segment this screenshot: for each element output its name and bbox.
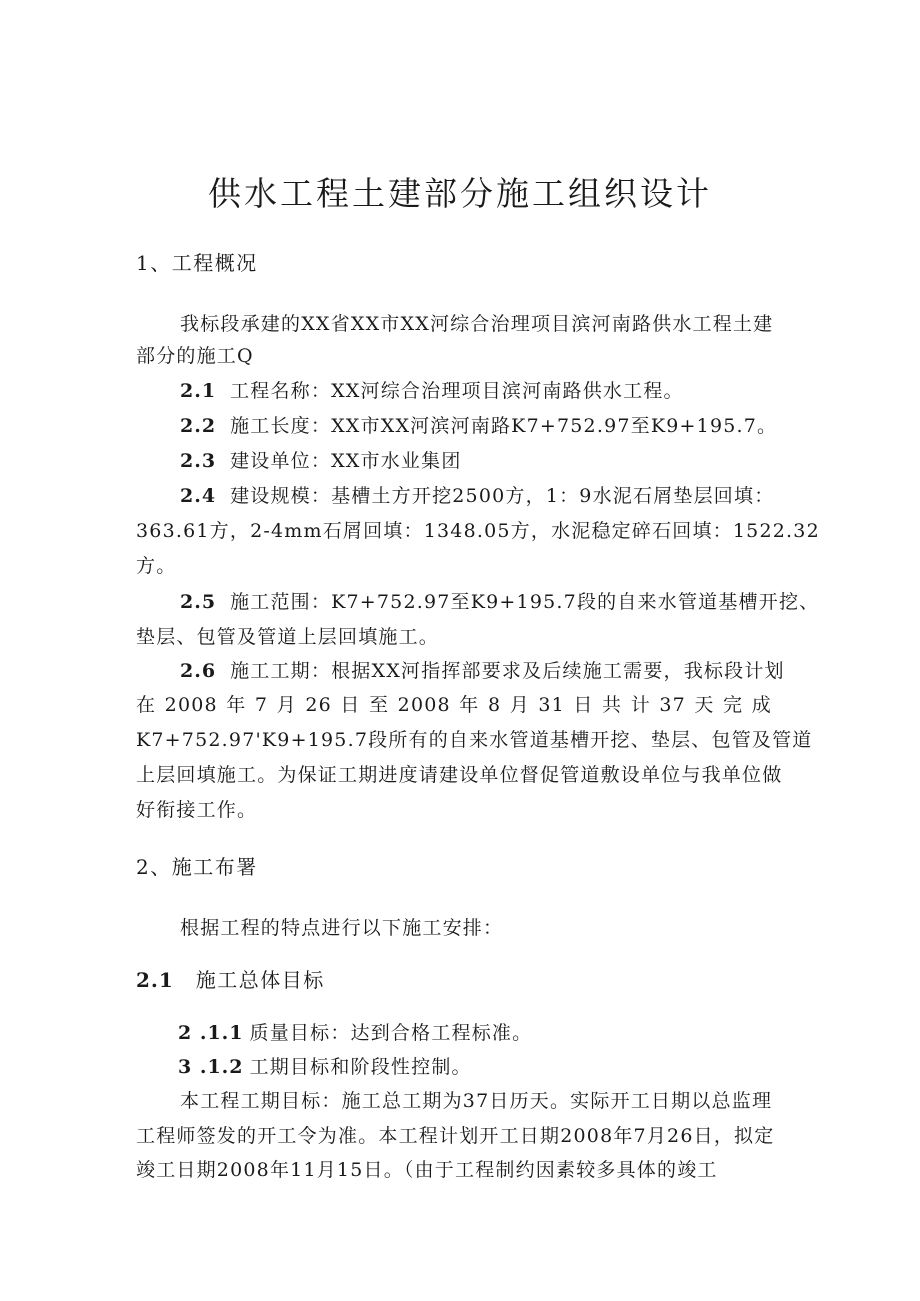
schedule-para-line-2: 工程师签发的开工令为准。本工程计划开工日期2008年7月26日，拟定 bbox=[136, 1125, 775, 1147]
schedule-token: 至 bbox=[369, 694, 390, 716]
item-text: 施工工期：根据XX河指挥部要求及后续施工需要，我标段计划 bbox=[230, 660, 785, 682]
schedule-token: 7 bbox=[254, 694, 269, 716]
goal-number: 3 .1.2 bbox=[178, 1056, 244, 1078]
schedule-token: 成 bbox=[751, 694, 772, 716]
intro-line-2: 部分的施工Q bbox=[136, 345, 254, 367]
schedule-token: 在 bbox=[136, 694, 157, 716]
schedule-token: 共 bbox=[602, 694, 623, 716]
schedule-token: 37 bbox=[659, 694, 686, 716]
item-text: 施工范围：K7+752.97至K9+195.7段的自来水管道基槽开挖、 bbox=[230, 591, 820, 613]
schedule-para-line-1: 本工程工期目标：施工总工期为37日历天。实际开工日期以总监理 bbox=[180, 1090, 773, 1112]
item-number: 2.4 bbox=[180, 485, 217, 507]
goal-1 bbox=[178, 1020, 532, 1046]
schedule-token: 8 bbox=[487, 694, 502, 716]
schedule-token: 日 bbox=[573, 694, 594, 716]
item-2-5-line-2: 垫层、包管及管道上层回填施工。 bbox=[136, 626, 440, 648]
item-2-2 bbox=[180, 413, 777, 439]
goal-text: 质量目标：达到合格工程标准。 bbox=[249, 1022, 533, 1044]
schedule-token: 日 bbox=[340, 694, 361, 716]
schedule-token: 完 bbox=[723, 694, 744, 716]
schedule-token: 年 bbox=[459, 694, 480, 716]
document-title: 供水工程土建部分施工组织设计 bbox=[208, 174, 712, 213]
item-2-5 bbox=[180, 589, 819, 615]
schedule-token: 年 bbox=[226, 694, 247, 716]
sub-heading-2-1 bbox=[136, 967, 325, 993]
schedule-token: 计 bbox=[630, 694, 651, 716]
section-2-intro: 根据工程的特点进行以下施工安排： bbox=[180, 917, 504, 939]
schedule-token: 月 bbox=[509, 694, 530, 716]
item-2-6-line-4: 上层回填施工。为保证工期进度请建设单位督促管道敷设单位与我单位做 bbox=[136, 764, 783, 786]
schedule-token: 26 bbox=[305, 694, 332, 716]
item-number: 2.6 bbox=[180, 660, 217, 682]
goal-2 bbox=[178, 1054, 472, 1080]
item-2-6-line-2 bbox=[136, 692, 772, 718]
item-2-6-line-3: K7+752.97'K9+195.7段所有的自来水管道基槽开挖、垫层、包管及管道 bbox=[136, 729, 813, 751]
sub-heading-number: 2.1 bbox=[136, 968, 174, 992]
goal-text: 工期目标和阶段性控制。 bbox=[249, 1056, 472, 1078]
item-text: 建设规模：基槽土方开挖2500方，1：9水泥石屑垫层回填： bbox=[230, 485, 775, 507]
item-2-6-line-5: 好衔接工作。 bbox=[136, 799, 258, 821]
item-number: 2.5 bbox=[180, 591, 217, 613]
intro-line-1: 我标段承建的XX省XX市XX河综合治理项目滨河南路供水工程土建 bbox=[180, 313, 774, 335]
item-2-4-line-3: 方。 bbox=[136, 555, 177, 577]
item-text: 工程名称：XX河综合治理项目滨河南路供水工程。 bbox=[230, 380, 684, 402]
item-number: 2.1 bbox=[180, 380, 217, 402]
schedule-token: 月 bbox=[276, 694, 297, 716]
item-text: 施工长度：XX市XX河滨河南路K7+752.97至K9+195.7。 bbox=[230, 415, 778, 437]
section-1-heading: 1、工程概况 bbox=[136, 251, 258, 275]
item-text: 建设单位：XX市水业集团 bbox=[230, 450, 462, 472]
goal-number: 2 .1.1 bbox=[178, 1022, 244, 1044]
schedule-para-line-3: 竣工日期2008年11月15日。（由于工程制约因素较多具体的竣工 bbox=[136, 1159, 718, 1181]
item-2-4 bbox=[180, 483, 774, 509]
schedule-token: 31 bbox=[538, 694, 565, 716]
schedule-token: 天 bbox=[694, 694, 715, 716]
item-number: 2.2 bbox=[180, 415, 217, 437]
sub-heading-text: 施工总体目标 bbox=[195, 968, 325, 992]
item-number: 2.3 bbox=[180, 450, 217, 472]
item-2-3 bbox=[180, 448, 462, 474]
item-2-4-line-2: 363.61方，2-4mm石屑回填：1348.05方，水泥稳定碎石回填：1522.32 bbox=[136, 520, 820, 542]
section-2-heading: 2、施工布署 bbox=[136, 855, 258, 879]
item-2-1 bbox=[180, 378, 684, 404]
schedule-token: 2008 bbox=[164, 694, 218, 716]
schedule-token: 2008 bbox=[397, 694, 451, 716]
item-2-6 bbox=[180, 658, 785, 684]
